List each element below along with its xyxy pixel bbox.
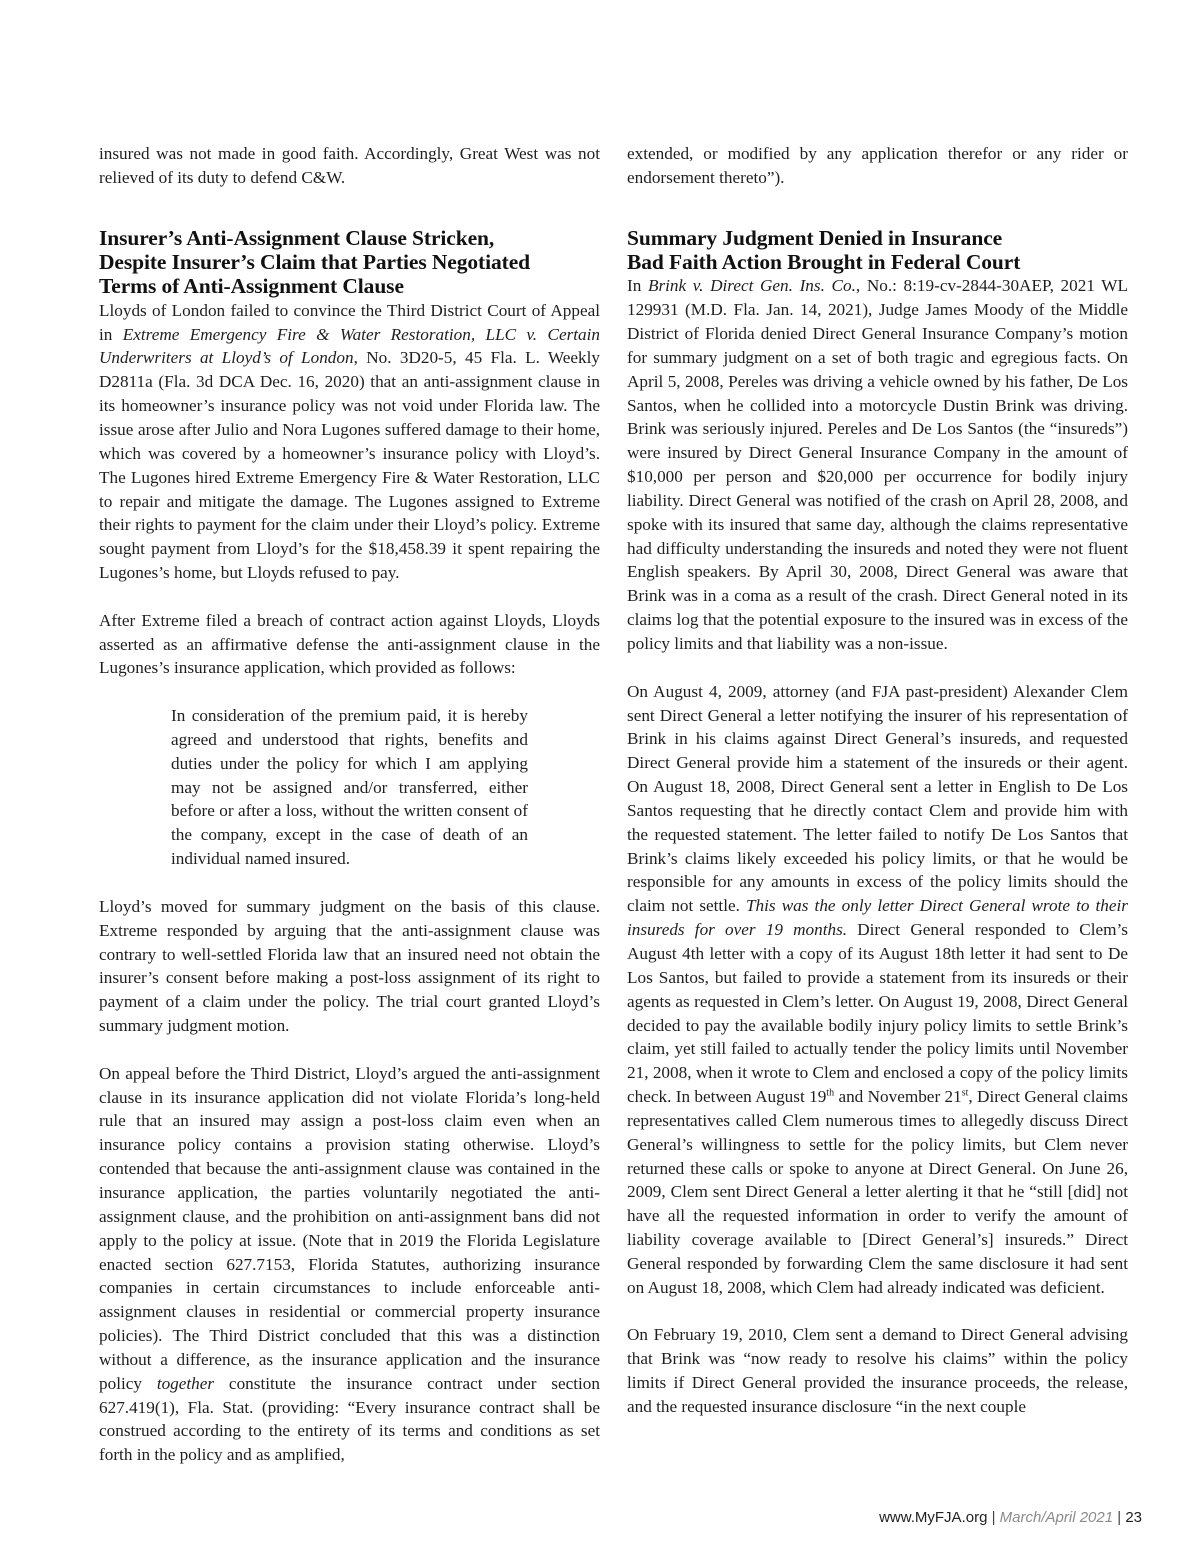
body-paragraph: After Extreme filed a breach of contract action against Lloyds, Lloyds asserted as an affirmative defense the anti-assignment clause in the Lugones’s insurance application, which provided as follows: xyxy=(99,610,600,678)
continued-paragraph: extended, or modified by any application therefor or any rider or endorsement thereto”). xyxy=(627,144,1128,187)
emphasis: This was the only letter Direct General wrote to their insureds for over 19 months. xyxy=(627,896,1128,940)
heading-line: Summary Judgment Denied in Insurance xyxy=(627,225,1003,250)
heading-line: Bad Faith Action Brought in Federal Court xyxy=(627,249,1021,274)
issue-date: March/April 2021 xyxy=(999,1509,1114,1526)
section-heading-anti-assignment xyxy=(99,226,600,299)
heading-line: Insurer’s Anti-Assignment Clause Stricken, xyxy=(99,225,495,250)
block-quote xyxy=(99,704,600,871)
body-paragraph: On appeal before the Third District, Lloyd’s argued the anti-assignment clause in its insurance application did not violate Florida’s long-held rule that an insured may assign a post-loss claim even when an insurance policy contains a provision stating otherwise. Lloyd’s contended that because the anti-assignment clause was contained in the insurance application, the parties voluntarily negotiated the anti-assignment clause, and the prohibition on anti-assignment bans did not apply to the policy at issue. (Note that in 2019 the Florida Legislature enacted section 627.7153, Florida Statutes, authorizing insurance companies in certain circumstances to include enforceable anti-assignment clauses in residential or commercial property insurance policies). The Third District concluded that this was a distinction without a difference, as the insurance application and the insurance policy together constitute the insurance contract under section 627.419(1), Fla. Stat. (providing: “Every insurance contract shall be construed according to the entirety of its terms and conditions as set forth in the policy and as amplified, xyxy=(99,1063,600,1465)
footer-separator: | xyxy=(1117,1509,1122,1526)
body-paragraph: In Brink v. Direct Gen. Ins. Co., No.: 8:19-cv-2844-30AEP, 2021 WL 129931 (M.D. Fla. Jan. 14, 2021), Judge James Moody of the Middle District of Florida denied Direct General Insurance Company’s motion for summary judgment on a set of both tragic and egregious facts. On April 5, 2008, Pereles was driving a vehicle owned by his father, De Los Santos, when he collided into a motorcycle Dustin Brink was driving. Brink was seriously injured. Pereles and De Los Santos (the “insureds”) were insured by Direct General Insurance Company in the amount of $10,000 per person and $20,000 per occurrence for bodily injury liability. Direct General was notified of the crash on April 28, 2008, and spoke with its insured that same day, although the claims representative had difficulty understanding the insureds and noted they were not fluent English speakers. By April 30, 2008, Direct General was aware that Brink was in a coma as a result of the crash. Direct General noted in its claims log that the potential exposure to the insured was in excess of the policy limits and that liability was a non-issue. xyxy=(627,276,1128,653)
left-column xyxy=(99,142,600,1467)
page-number: 23 xyxy=(1125,1509,1142,1526)
emphasis: together xyxy=(156,1373,215,1393)
page-footer xyxy=(879,1509,1142,1526)
website-link[interactable]: www.MyFJA.org xyxy=(879,1509,988,1526)
quote-text: In consideration of the premium paid, it is hereby agreed and understood that rights, benefits and duties under the policy for which I am applying may not be assigned and/or transferred, either before or after a loss, without the written consent of the company, except in the case of death of an individual named insured. xyxy=(171,706,528,869)
heading-line: Terms of Anti-Assignment Clause xyxy=(99,274,404,299)
right-column xyxy=(627,142,1128,1419)
case-citation: Extreme Emergency Fire & Water Restoration, LLC v. Certain Underwriters at Lloyd’s of London xyxy=(99,324,600,368)
body-paragraph: Lloyd’s moved for summary judgment on the basis of this clause. Extreme responded by arguing that the anti-assignment clause was contrary to well-settled Florida law that an insured need not obtain the insurer’s consent before making a post-loss assignment of its right to payment of a claim under the policy. The trial court granted Lloyd’s summary judgment motion. xyxy=(99,896,600,1036)
continued-paragraph: insured was not made in good faith. Accordingly, Great West was not relieved of its duty to defend C&W. xyxy=(99,144,600,187)
body-paragraph: On August 4, 2009, attorney (and FJA past-president) Alexander Clem sent Direct General a letter notifying the insurer of his representation of Brink in his claims against Direct General’s insureds, and requested Direct General provide him a statement of the insureds or their agent. On August 18, 2008, Direct General sent a letter in English to De Los Santos requesting that he directly contact Clem and provide him with the requested statement. The letter failed to notify De Los Santos that Brink’s claims likely exceeded his policy limits, or that he would be responsible for any amounts in excess of the policy limits should the claim not settle. This was the only letter Direct General wrote to their insureds for over 19 months. Direct General responded to Clem’s August 4th letter with a copy of its August 18th letter it had sent to De Los Santos, but failed to provide a statement from its insureds or their agents as requested in Clem’s letter. On August 19, 2008, Direct General decided to pay the available bodily injury policy limits to settle Brink’s claim, yet still failed to actually tender the policy limits until November 21, 2008, when it wrote to Clem and enclosed a copy of the policy limits check. In between August 19th and November 21st, Direct General claims representatives called Clem numerous times to allegedly discuss Direct General’s willingness to settle for the policy limits, but Clem never returned these calls or spoke to anyone at Direct General. On June 26, 2009, Clem sent Direct General a letter alerting it that he “still [did] not have all the requested information in order to verify the amount of liability coverage available to [Direct General’s] insureds.” Direct General responded by forwarding Clem the same disclosure it had sent on August 18, 2008, which Clem had already indicated was deficient. xyxy=(627,681,1128,1297)
case-citation: Brink v. Direct Gen. Ins. Co. xyxy=(647,276,856,296)
body-paragraph: Lloyds of London failed to convince the Third District Court of Appeal in Extreme Emergency Fire & Water Restoration, LLC v. Certain Underwriters at Lloyd’s of London, No. 3D20-5, 45 Fla. L. Weekly D2811a (Fla. 3d DCA Dec. 16, 2020) that an anti-assignment clause in its homeowner’s insurance policy was not void under Florida law. The issue arose after Julio and Nora Lugones suffered damage to their home, which was covered by a homeowner’s insurance policy with Lloyd’s. The Lugones hired Extreme Emergency Fire & Water Restoration, LLC to repair and mitigate the damage. The Lugones assigned to Extreme their rights to payment for the claim under their Lloyd’s policy. Extreme sought payment from Lloyd’s for the $18,458.39 it spent repairing the Lugones’s home, but Lloyds refused to pay. xyxy=(99,300,600,583)
footer-separator: | xyxy=(991,1509,996,1526)
body-paragraph: On February 19, 2010, Clem sent a demand to Direct General advising that Brink was “now ready to resolve his claims” within the policy limits if Direct General provided the insurance proceeds, the release, and the requested insurance disclosure “in the next couple xyxy=(627,1325,1128,1416)
heading-line: Despite Insurer’s Claim that Parties Negotiated xyxy=(99,249,530,274)
section-heading-summary-judgment xyxy=(627,226,1128,275)
